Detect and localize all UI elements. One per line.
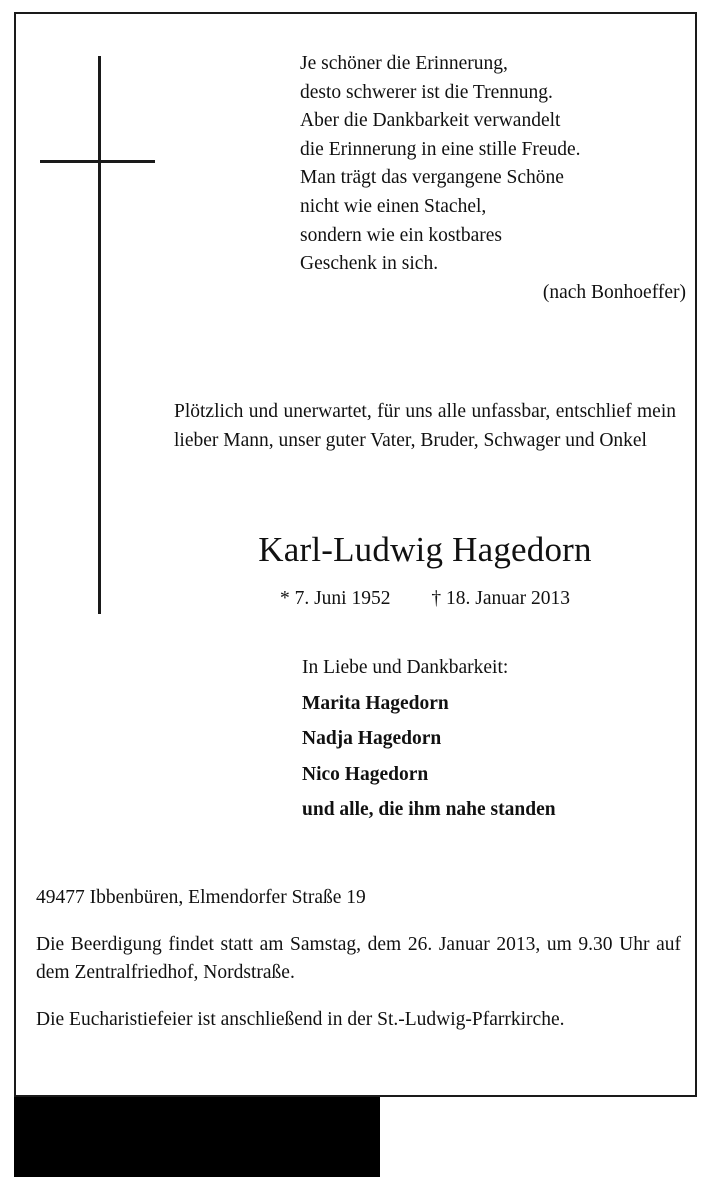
family-list bbox=[302, 650, 692, 828]
deceased-name: Karl-Ludwig Hagedorn bbox=[258, 530, 592, 569]
poem-line: die Erinnerung in eine stille Freude. bbox=[300, 138, 581, 160]
bottom-black-bar bbox=[14, 1097, 380, 1177]
family-member: und alle, die ihm nahe standen bbox=[302, 799, 556, 820]
poem-line: nicht wie einen Stachel, bbox=[300, 195, 487, 217]
poem-line: desto schwerer ist die Trennung. bbox=[300, 81, 553, 103]
funeral-details bbox=[36, 884, 681, 1034]
announcement-text: Plötzlich und unerwartet, für uns alle unfassbar, entschlief mein lieber Mann, unser guter Vater, Bruder, Schwager und Onkel bbox=[174, 401, 676, 451]
poem-line: Geschenk in sich. bbox=[300, 253, 439, 275]
poem-line: Je schöner die Erinnerung, bbox=[300, 53, 508, 74]
address-line: 49477 Ibbenbüren, Elmendorfer Straße 19 bbox=[36, 887, 366, 908]
cross-vertical-bar bbox=[98, 56, 101, 614]
poem-line: sondern wie ein kostbares bbox=[300, 224, 502, 246]
poem-attribution: (nach Bonhoeffer) bbox=[542, 281, 686, 303]
family-heading: In Liebe und Dankbarkeit: bbox=[302, 657, 509, 678]
family-member: Nadja Hagedorn bbox=[302, 728, 442, 749]
family-member: Marita Hagedorn bbox=[302, 692, 449, 714]
death-date: † 18. Januar 2013 bbox=[431, 588, 571, 609]
cross-horizontal-bar bbox=[40, 160, 155, 163]
poem-line: Aber die Dankbarkeit verwandelt bbox=[300, 110, 561, 132]
family-member: Nico Hagedorn bbox=[302, 763, 429, 785]
memorial-poem bbox=[300, 50, 690, 307]
funeral-info: Die Beerdigung findet statt am Samstag, dem 26. Januar 2013, um 9.30 Uhr auf dem Zentralfriedhof, Nordstraße. bbox=[36, 933, 681, 983]
poem-line: Man trägt das vergangene Schöne bbox=[300, 167, 564, 189]
obituary-notice-card bbox=[14, 12, 697, 1097]
birth-date: * 7. Juni 1952 bbox=[279, 588, 391, 609]
life-dates bbox=[174, 588, 676, 610]
cross-icon bbox=[26, 42, 166, 622]
service-info: Die Eucharistiefeier ist anschließend in der St.-Ludwig-Pfarrkirche. bbox=[36, 1008, 565, 1030]
